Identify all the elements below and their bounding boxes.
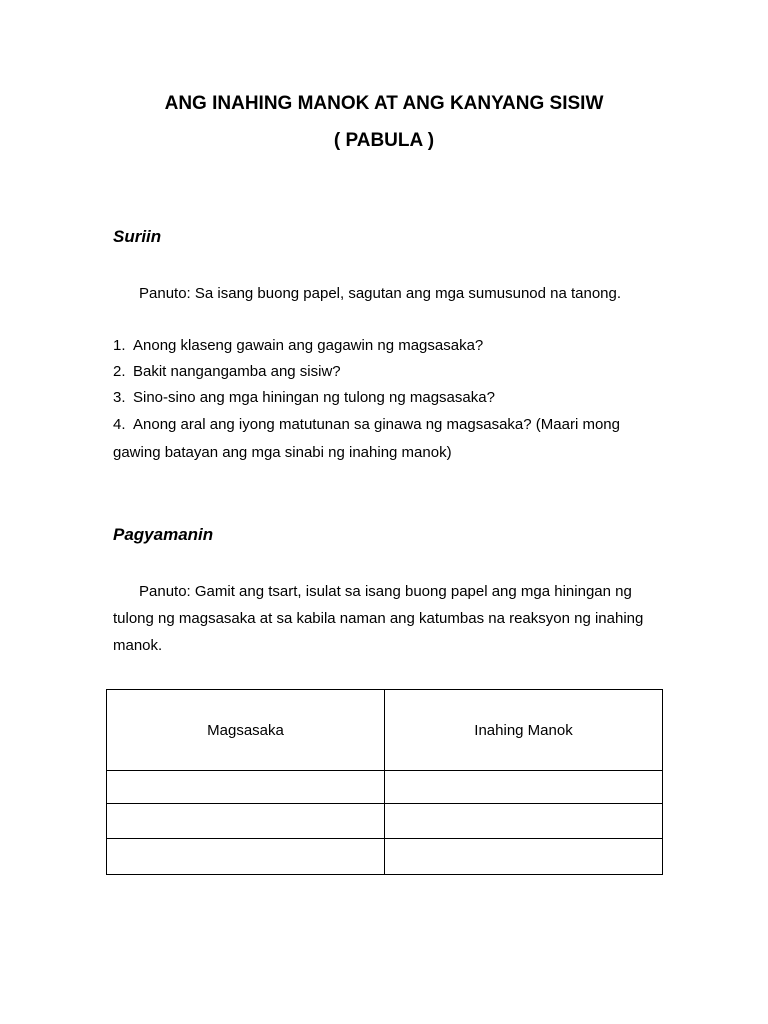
table-header-row [107,690,663,771]
question-item [113,359,653,385]
response-chart-table [106,689,663,875]
question-number: 1. [113,337,126,354]
table-cell [385,771,663,804]
table-row [107,804,663,839]
table-cell [107,839,385,875]
question-text: Anong aral ang iyong matutunan sa ginawa ng magsasaka? (Maari mong gawing batayan ang mga sinabi ng inahing manok) [113,416,620,461]
document-subtitle: ( PABULA ) [333,130,435,151]
suriin-instruction [113,280,653,307]
question-number: 3. [113,389,126,406]
question-item [113,385,653,411]
table-cell [107,804,385,839]
question-text: Anong klaseng gawain ang gagawin ng magsasaka? [133,337,484,354]
question-item [113,411,653,467]
header-inahing-manok: Inahing Manok [385,690,663,771]
question-item [113,333,653,359]
table-cell [385,839,663,875]
document-title: ANG INAHING MANOK AT ANG KANYANG SISIW [164,93,604,114]
section-heading-suriin: Suriin [113,227,162,246]
question-list [113,333,653,467]
question-text: Sino-sino ang mga hiningan ng tulong ng magsasaka? [133,389,495,406]
table-row [107,771,663,804]
section-heading-pagyamanin: Pagyamanin [113,525,214,544]
question-number: 2. [113,363,126,380]
pagyamanin-instruction [113,578,658,659]
table-cell [107,771,385,804]
question-text: Bakit nangangamba ang sisiw? [133,363,341,380]
pagyamanin-instruction-text: Panuto: Gamit ang tsart, isulat sa isang buong papel ang mga hiningan ng tulong ng magsasaka at sa kabila naman ang katumbas na reaksyon ng inahing manok. [113,583,644,654]
table-row [107,839,663,875]
suriin-instruction-text: Panuto: Sa isang buong papel, sagutan ang mga sumusunod na tanong. [139,285,622,302]
header-magsasaka: Magsasaka [107,690,385,771]
table-cell [385,804,663,839]
question-number: 4. [113,416,126,433]
